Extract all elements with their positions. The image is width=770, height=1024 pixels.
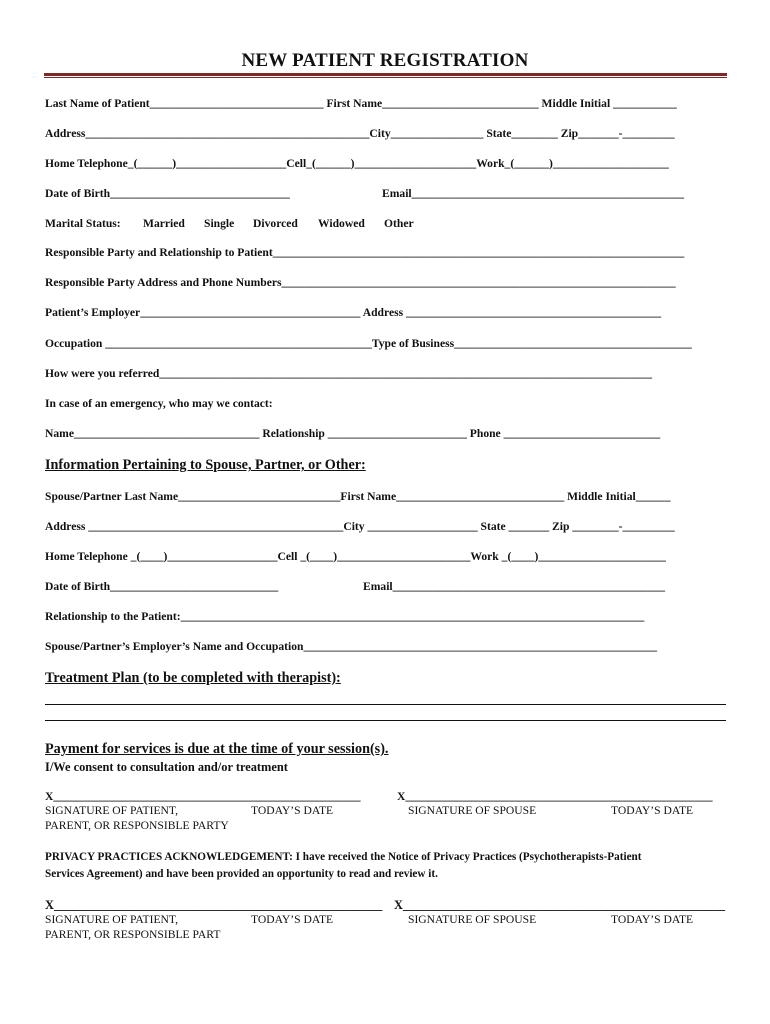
emergency-contact-line[interactable]: Name________________________________ Relationship ________________________ Phone ___________________________ — [45, 427, 661, 440]
spouse-signature-line[interactable]: X_____________________________________________________ — [397, 790, 713, 803]
title-rule-thin — [44, 77, 727, 78]
spouse-employer-field[interactable]: Spouse/Partner’s Employer’s Name and Occupation_____________________________________________________________ — [45, 640, 658, 653]
treatment-plan-line-2[interactable] — [45, 720, 726, 721]
patient-address-line[interactable]: Address_________________________________________________City________________ State________ Zip_______-_________ — [45, 127, 675, 140]
privacy-ack-line-1: PRIVACY PRACTICES ACKNOWLEDGEMENT: I have received the Notice of Privacy Practices (Psychotherapists-Patient — [45, 851, 642, 863]
todays-date-label-left: TODAY’S DATE — [251, 804, 334, 817]
referral-field[interactable]: How were you referred_____________________________________________________________________________________ — [45, 367, 653, 380]
consent-text: I/We consent to consultation and/or treatment — [45, 760, 288, 774]
privacy-ack-line-2: Services Agreement) and have been provided an opportunity to read and review it. — [45, 868, 438, 880]
todays-date-label-right: TODAY’S DATE — [611, 804, 694, 817]
marital-status-label: Marital Status: — [45, 217, 121, 230]
marital-option-single[interactable]: Single — [204, 217, 235, 230]
signature-of-spouse-label-2: SIGNATURE OF SPOUSE — [408, 913, 537, 926]
marital-option-married[interactable]: Married — [143, 217, 185, 230]
patient-signature-line[interactable]: X_____________________________________________________ — [45, 790, 361, 803]
patient-dob-field[interactable]: Date of Birth_______________________________ — [45, 187, 290, 200]
patient-signature-line-2[interactable]: X_____________________________________________________ — [45, 898, 383, 912]
signature-of-spouse-label: SIGNATURE OF SPOUSE — [408, 804, 537, 817]
spouse-email-field[interactable]: Email_______________________________________________ — [363, 580, 666, 593]
patient-employer-line[interactable]: Patient’s Employer______________________________________ Address ____________________________________________ — [45, 306, 662, 319]
title-rule — [44, 73, 727, 76]
treatment-plan-line-1[interactable] — [45, 704, 726, 705]
signature-of-patient-label: SIGNATURE OF PATIENT, — [45, 804, 179, 817]
occupation-line[interactable]: Occupation ______________________________________________Type of Business_________________________________________ — [45, 337, 692, 350]
patient-email-field[interactable]: Email_______________________________________________ — [382, 187, 685, 200]
payment-heading: Payment for services is due at the time of your session(s). — [45, 741, 389, 757]
spouse-signature-line-2[interactable]: X____________________________________________________ — [394, 898, 726, 912]
todays-date-label-left-2: TODAY’S DATE — [251, 913, 334, 926]
responsible-party-field[interactable]: Responsible Party and Relationship to Patient_______________________________________________________________________ — [45, 246, 685, 259]
marital-option-divorced[interactable]: Divorced — [253, 217, 298, 230]
todays-date-label-right-2: TODAY’S DATE — [611, 913, 694, 926]
patient-name-line[interactable]: Last Name of Patient______________________________ First Name___________________________ Middle Initial ___________ — [45, 97, 677, 110]
marital-option-other[interactable]: Other — [384, 217, 414, 230]
marital-option-widowed[interactable]: Widowed — [318, 217, 365, 230]
emergency-label: In case of an emergency, who may we contact: — [45, 397, 273, 410]
parent-responsible-label: PARENT, OR RESPONSIBLE PARTY — [45, 819, 229, 832]
responsible-address-field[interactable]: Responsible Party Address and Phone Numbers____________________________________________________________________ — [45, 276, 676, 289]
spouse-name-line[interactable]: Spouse/Partner Last Name____________________________First Name_____________________________ Middle Initial______ — [45, 490, 671, 503]
patient-phone-line[interactable]: Home Telephone_(______)___________________Cell_(______)_____________________Work_(______)____________________ — [45, 157, 669, 170]
spouse-relationship-field[interactable]: Relationship to the Patient:________________________________________________________________________________ — [45, 610, 645, 623]
parent-responsible-label-2: PARENT, OR RESPONSIBLE PART — [45, 928, 221, 941]
page-title: NEW PATIENT REGISTRATION — [241, 50, 529, 71]
treatment-plan-heading: Treatment Plan (to be completed with therapist): — [45, 670, 341, 686]
spouse-address-line[interactable]: Address ____________________________________________City ___________________ State _______ Zip ________-_________ — [45, 520, 675, 533]
spouse-phone-line[interactable]: Home Telephone _(____)___________________Cell _(____)_______________________Work _(____)______________________ — [45, 550, 666, 563]
spouse-section-heading: Information Pertaining to Spouse, Partner, or Other: — [45, 457, 366, 473]
signature-of-patient-label-2: SIGNATURE OF PATIENT, — [45, 913, 179, 926]
spouse-dob-field[interactable]: Date of Birth_____________________________ — [45, 580, 279, 593]
